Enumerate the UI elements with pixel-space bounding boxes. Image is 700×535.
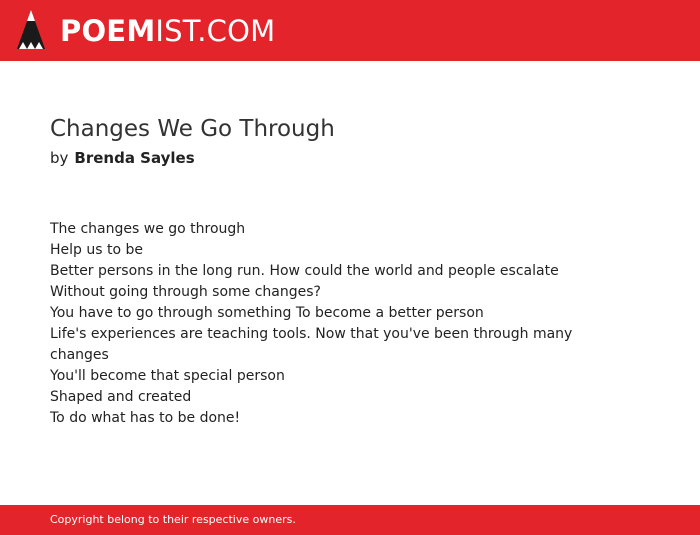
- poem-line: Without going through some changes?: [50, 284, 321, 300]
- author-link[interactable]: Brenda Sayles: [74, 149, 195, 167]
- site-logo-link[interactable]: [16, 9, 275, 53]
- poem-line: Help us to be: [50, 242, 143, 258]
- site-header: [0, 0, 700, 61]
- site-footer: [0, 505, 700, 535]
- logo-text-bold: POEM: [60, 14, 156, 48]
- copyright-text: Copyright belong to their respective owners.: [50, 513, 296, 526]
- poem-line: You'll become that special person: [50, 368, 285, 384]
- pencil-icon: [16, 9, 46, 53]
- poem-line: Better persons in the long run. How could the world and people escalate: [50, 263, 559, 279]
- poem-line: Life's experiences are teaching tools. Now that you've been through many changes: [50, 326, 573, 363]
- poem-byline: [50, 149, 195, 167]
- poem-body: [50, 219, 590, 429]
- poem-line: Shaped and created: [50, 389, 192, 405]
- poem-title: Changes We Go Through: [50, 116, 335, 142]
- logo-text-light: IST.COM: [155, 14, 276, 48]
- poem-line: The changes we go through: [50, 221, 246, 237]
- site-logo-text: [60, 9, 275, 53]
- poem-line: You have to go through something To become a better person: [50, 305, 484, 321]
- by-label: by: [50, 149, 69, 167]
- poem-line: To do what has to be done!: [50, 410, 241, 426]
